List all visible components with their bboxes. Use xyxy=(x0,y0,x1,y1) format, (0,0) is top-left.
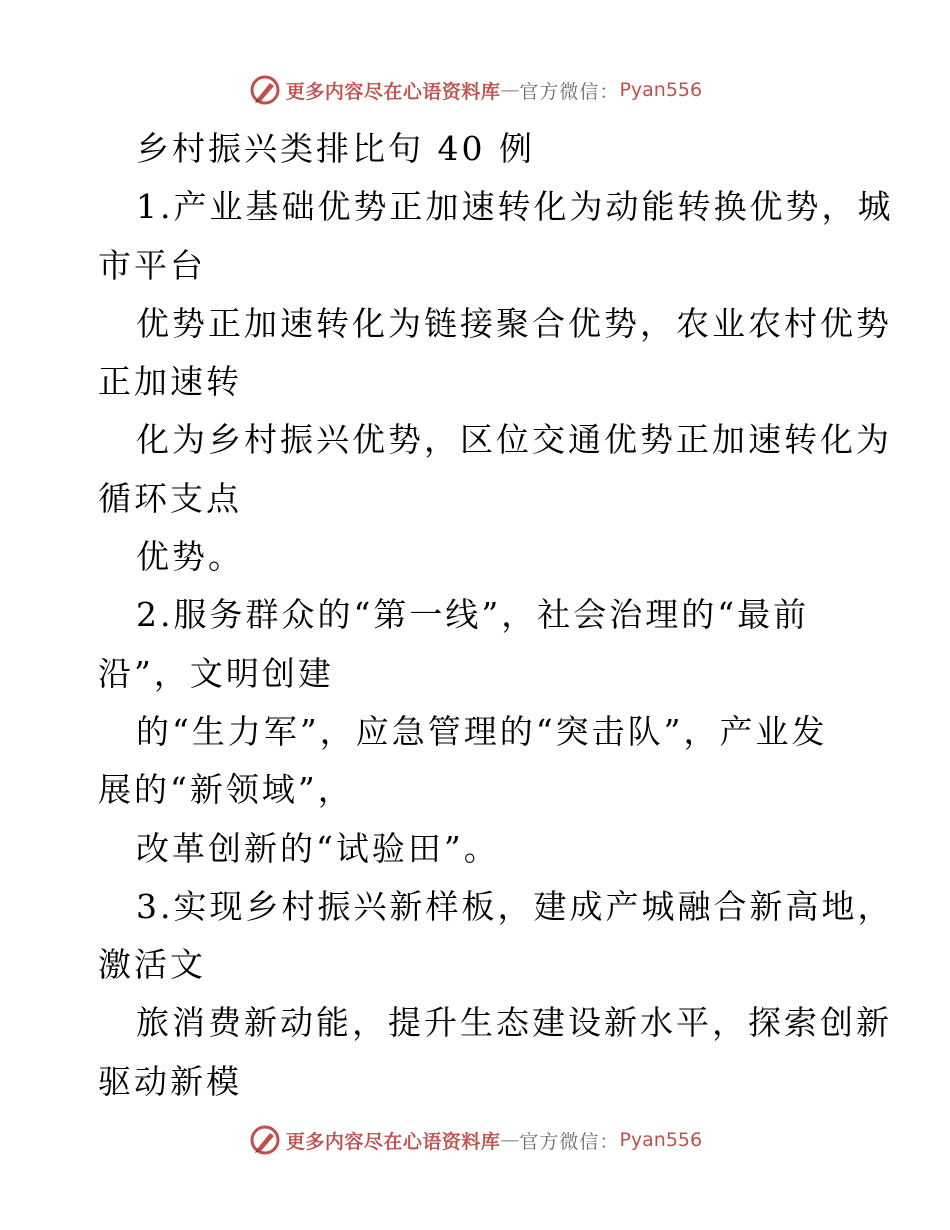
watermark-wechat-id: Pyan556 xyxy=(619,1129,703,1151)
text-line: 乡村振兴类排比句 40 例 xyxy=(136,129,535,168)
text-line: 改革创新的“试验田”。 xyxy=(136,828,500,868)
pen-logo-icon xyxy=(248,1123,282,1157)
text-line: 1.产业基础优势正加速转化为动能转换优势，城 xyxy=(136,187,894,227)
text-line: 展的“新领域”， xyxy=(98,770,354,810)
text-line: 正加速转 xyxy=(98,362,242,402)
text-line: 市平台 xyxy=(98,245,206,285)
watermark-wechat-id: Pyan556 xyxy=(619,79,703,101)
footer-watermark xyxy=(0,1120,950,1160)
watermark-wechat-label: 官方微信： xyxy=(519,80,620,103)
watermark-dash: — xyxy=(500,79,520,101)
text-line: 沿”，文明创建 xyxy=(98,653,334,693)
watermark-dash: — xyxy=(500,1129,520,1151)
text-line: 优势正加速转化为链接聚合优势，农业农村优势 xyxy=(136,303,892,343)
watermark-wechat-label: 官方微信： xyxy=(519,1130,620,1153)
pen-logo-icon xyxy=(248,73,282,107)
text-line: 3.实现乡村振兴新样板，建成产城融合新高地， xyxy=(136,886,894,926)
text-line: 的“生力军”，应急管理的“突击队”，产业发 xyxy=(136,711,828,751)
watermark-text: 更多内容尽在心语资料库 xyxy=(285,80,501,103)
watermark-text: 更多内容尽在心语资料库 xyxy=(285,1130,501,1153)
text-line: 旅消费新动能，提升生态建设新水平，探索创新 xyxy=(136,1003,892,1043)
text-line: 激活文 xyxy=(98,945,206,985)
document-body xyxy=(98,120,894,1111)
text-line: 优势。 xyxy=(136,537,244,577)
header-watermark xyxy=(0,70,950,110)
text-line: 化为乡村振兴优势，区位交通优势正加速转化为 xyxy=(136,420,892,460)
text-line: 循环支点 xyxy=(98,478,242,518)
text-line: 驱动新模 xyxy=(98,1061,242,1101)
text-line: 2.服务群众的“第一线”，社会治理的“最前 xyxy=(136,595,810,635)
